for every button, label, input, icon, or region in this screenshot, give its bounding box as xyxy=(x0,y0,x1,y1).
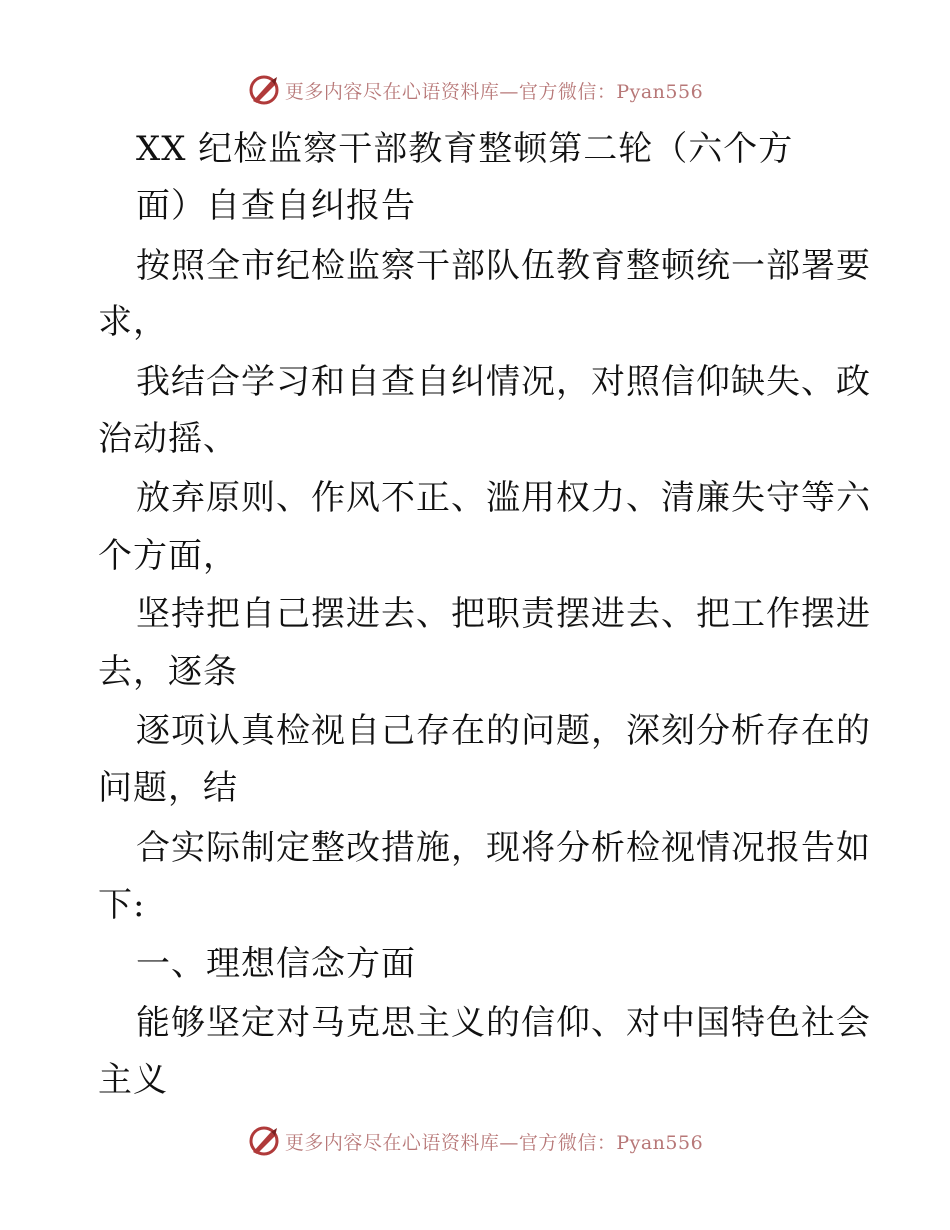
paragraph-line: 坚持把自己摆进去、把职责摆进去、把工作摆进 xyxy=(136,594,871,634)
paragraph-line: 下: xyxy=(98,885,146,925)
paragraph-line: 问题，结 xyxy=(98,768,238,808)
paragraph-line: 能够坚定对马克思主义的信仰、对中国特色社会 xyxy=(136,1003,871,1043)
title-line-1: XX 纪检监察干部教育整顿第二轮（六个方 xyxy=(136,129,794,169)
paragraph-line: 按照全市纪检监察干部队伍教育整顿统一部署要 xyxy=(136,246,871,286)
watermark-text: 更多内容尽在心语资料库—官方微信：Pyan556 xyxy=(284,1131,704,1154)
paragraph-line: 主义 xyxy=(98,1060,168,1100)
quill-logo-icon xyxy=(247,1124,281,1158)
quill-logo-icon xyxy=(247,73,281,107)
paragraph-line: 个方面， xyxy=(98,536,238,576)
paragraph-line: 我结合学习和自查自纠情况，对照信仰缺失、政 xyxy=(136,362,871,402)
header-watermark xyxy=(0,70,950,110)
paragraph-line: 放弃原则、作风不正、滥用权力、清廉失守等六 xyxy=(136,478,871,518)
section-heading: 一、理想信念方面 xyxy=(136,944,416,984)
paragraph-line: 去，逐条 xyxy=(98,652,238,692)
paragraph-line: 治动摇、 xyxy=(98,419,238,459)
paragraph-line: 合实际制定整改措施，现将分析检视情况报告如 xyxy=(136,828,871,868)
watermark-text: 更多内容尽在心语资料库—官方微信：Pyan556 xyxy=(284,80,704,103)
paragraph-line: 逐项认真检视自己存在的问题，深刻分析存在的 xyxy=(136,711,871,751)
paragraph-line: 求， xyxy=(98,302,168,342)
footer-watermark xyxy=(0,1121,950,1161)
title-line-2: 面）自查自纠报告 xyxy=(136,186,416,226)
